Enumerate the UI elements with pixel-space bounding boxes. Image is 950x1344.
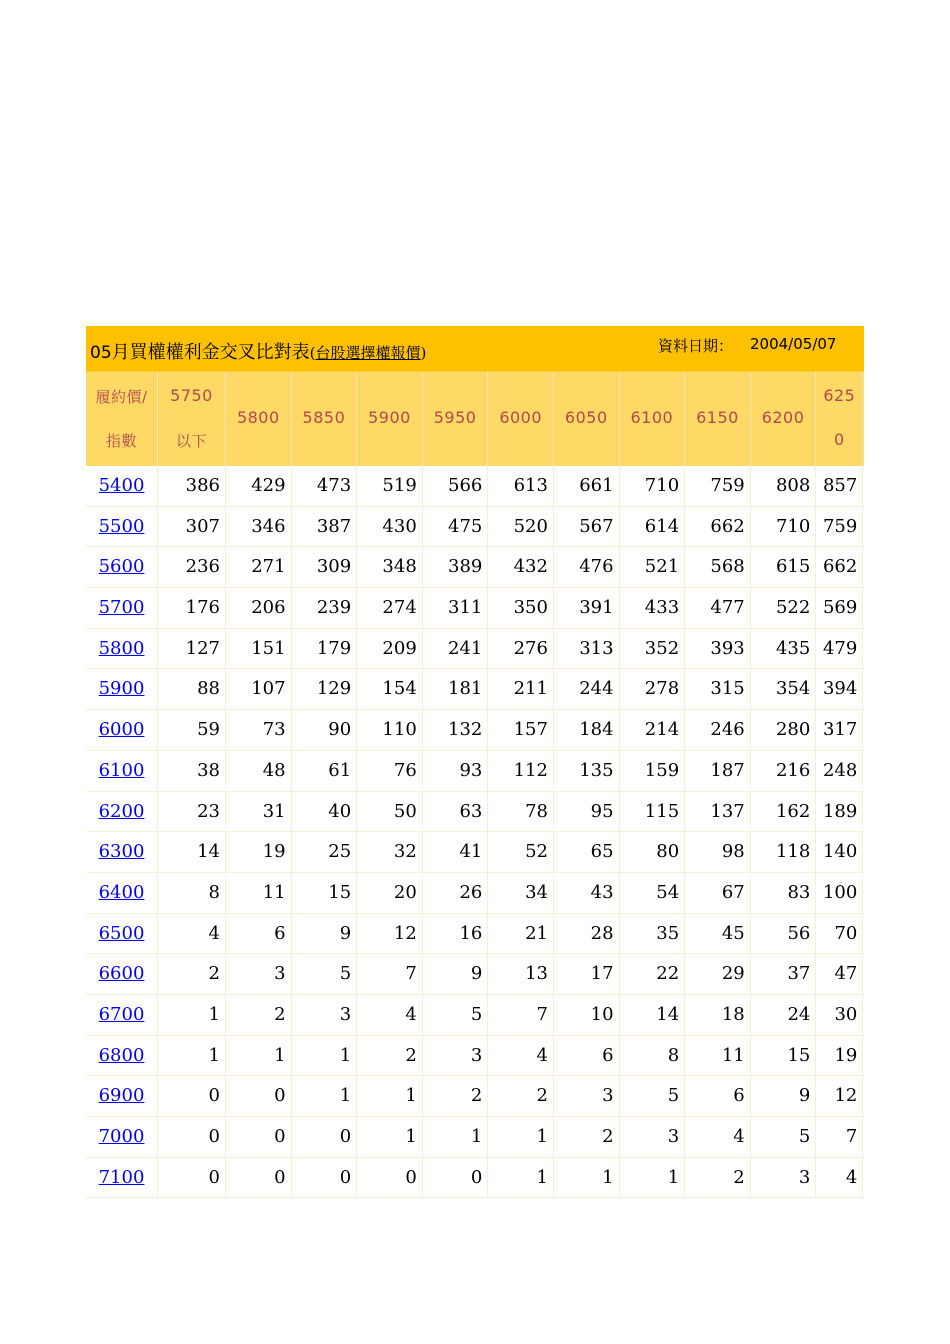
premium-cell: 393 bbox=[685, 629, 751, 669]
premium-cell: 520 bbox=[488, 507, 554, 547]
premium-cell: 24 bbox=[751, 995, 817, 1035]
premium-cell: 0 bbox=[158, 1117, 226, 1157]
premium-cell: 6 bbox=[685, 1076, 751, 1116]
premium-cell: 244 bbox=[554, 669, 620, 709]
table-row bbox=[86, 832, 864, 873]
header-col-sub: 以下 bbox=[175, 432, 207, 450]
premium-cell: 16 bbox=[423, 914, 489, 954]
premium-cell: 1 bbox=[488, 1117, 554, 1157]
premium-cell: 50 bbox=[357, 792, 423, 832]
premium-cell: 25 bbox=[292, 832, 358, 872]
premium-cell: 0 bbox=[292, 1158, 358, 1198]
header-col-label: 6200 bbox=[761, 408, 805, 427]
header-index-label: 指數 bbox=[105, 432, 137, 450]
premium-cell: 2 bbox=[357, 1036, 423, 1076]
premium-cell: 18 bbox=[685, 995, 751, 1035]
premium-cell: 11 bbox=[226, 873, 292, 913]
premium-cell: 0 bbox=[226, 1158, 292, 1198]
premium-cell: 56 bbox=[751, 914, 817, 954]
header-col-label: 5750 bbox=[170, 386, 213, 405]
premium-cell: 8 bbox=[620, 1036, 686, 1076]
premium-cell: 4 bbox=[816, 1158, 863, 1198]
strike-link[interactable]: 6500 bbox=[86, 914, 158, 954]
premium-cell: 348 bbox=[357, 547, 423, 587]
premium-cell: 59 bbox=[158, 710, 226, 750]
title-paren-close: ) bbox=[420, 344, 427, 362]
premium-cell: 389 bbox=[423, 547, 489, 587]
premium-cell: 614 bbox=[620, 507, 686, 547]
table-body bbox=[86, 466, 864, 1198]
premium-cell: 176 bbox=[158, 588, 226, 628]
premium-cell: 83 bbox=[751, 873, 817, 913]
premium-cell: 54 bbox=[620, 873, 686, 913]
table-row bbox=[86, 710, 864, 751]
premium-cell: 3 bbox=[423, 1036, 489, 1076]
premium-cell: 317 bbox=[816, 710, 863, 750]
premium-cell: 1 bbox=[292, 1036, 358, 1076]
premium-cell: 2 bbox=[685, 1158, 751, 1198]
premium-cell: 0 bbox=[226, 1117, 292, 1157]
premium-cell: 21 bbox=[488, 914, 554, 954]
premium-cell: 184 bbox=[554, 710, 620, 750]
header-col-label: 5950 bbox=[433, 408, 477, 427]
strike-link[interactable]: 6600 bbox=[86, 954, 158, 994]
premium-cell: 309 bbox=[292, 547, 358, 587]
strike-link[interactable]: 6700 bbox=[86, 995, 158, 1035]
premium-cell: 127 bbox=[158, 629, 226, 669]
premium-cell: 3 bbox=[226, 954, 292, 994]
premium-cell: 1 bbox=[488, 1158, 554, 1198]
premium-cell: 0 bbox=[292, 1117, 358, 1157]
premium-cell: 241 bbox=[423, 629, 489, 669]
strike-link[interactable]: 5600 bbox=[86, 547, 158, 587]
premium-cell: 271 bbox=[226, 547, 292, 587]
premium-cell: 48 bbox=[226, 751, 292, 791]
premium-cell: 8 bbox=[158, 873, 226, 913]
strike-link[interactable]: 6000 bbox=[86, 710, 158, 750]
strike-link[interactable]: 6300 bbox=[86, 832, 158, 872]
premium-cell: 32 bbox=[357, 832, 423, 872]
date-value: 2004/05/07 bbox=[750, 335, 837, 353]
premium-cell: 710 bbox=[620, 466, 686, 506]
premium-cell: 52 bbox=[488, 832, 554, 872]
header-strike-index bbox=[86, 372, 158, 466]
premium-cell: 566 bbox=[423, 466, 489, 506]
premium-cell: 90 bbox=[292, 710, 358, 750]
header-col-6150 bbox=[685, 372, 751, 466]
premium-cell: 4 bbox=[158, 914, 226, 954]
premium-cell: 236 bbox=[158, 547, 226, 587]
premium-cell: 280 bbox=[751, 710, 817, 750]
table-row bbox=[86, 588, 864, 629]
header-col-6050 bbox=[554, 372, 620, 466]
premium-cell: 10 bbox=[554, 995, 620, 1035]
table-row bbox=[86, 1158, 864, 1199]
premium-cell: 14 bbox=[158, 832, 226, 872]
premium-cell: 189 bbox=[816, 792, 863, 832]
premium-cell: 429 bbox=[226, 466, 292, 506]
header-col-label: 5800 bbox=[236, 408, 280, 427]
premium-cell: 22 bbox=[620, 954, 686, 994]
premium-cell: 4 bbox=[488, 1036, 554, 1076]
premium-cell: 4 bbox=[685, 1117, 751, 1157]
premium-cell: 521 bbox=[620, 547, 686, 587]
premium-cell: 9 bbox=[292, 914, 358, 954]
premium-cell: 662 bbox=[685, 507, 751, 547]
strike-link[interactable]: 5500 bbox=[86, 507, 158, 547]
premium-cell: 76 bbox=[357, 751, 423, 791]
premium-cell: 522 bbox=[751, 588, 817, 628]
premium-cell: 0 bbox=[423, 1158, 489, 1198]
premium-cell: 0 bbox=[158, 1076, 226, 1116]
premium-cell: 615 bbox=[751, 547, 817, 587]
premium-cell: 1 bbox=[226, 1036, 292, 1076]
premium-cell: 45 bbox=[685, 914, 751, 954]
premium-cell: 67 bbox=[685, 873, 751, 913]
premium-cell: 350 bbox=[488, 588, 554, 628]
premium-cell: 4 bbox=[357, 995, 423, 1035]
premium-cell: 43 bbox=[554, 873, 620, 913]
table-row bbox=[86, 669, 864, 710]
column-header-row bbox=[86, 372, 864, 466]
title-paren-open: ( bbox=[309, 344, 316, 362]
header-col-6250 bbox=[816, 372, 863, 466]
premium-cell: 13 bbox=[488, 954, 554, 994]
premium-cell: 311 bbox=[423, 588, 489, 628]
premium-cell: 98 bbox=[685, 832, 751, 872]
premium-cell: 246 bbox=[685, 710, 751, 750]
premium-cell: 1 bbox=[158, 995, 226, 1035]
premium-cell: 6 bbox=[554, 1036, 620, 1076]
premium-cell: 475 bbox=[423, 507, 489, 547]
premium-cell: 214 bbox=[620, 710, 686, 750]
strike-link[interactable]: 5700 bbox=[86, 588, 158, 628]
premium-cell: 28 bbox=[554, 914, 620, 954]
premium-cell: 154 bbox=[357, 669, 423, 709]
premium-cell: 7 bbox=[357, 954, 423, 994]
premium-cell: 1 bbox=[554, 1158, 620, 1198]
premium-cell: 567 bbox=[554, 507, 620, 547]
premium-cell: 5 bbox=[751, 1117, 817, 1157]
premium-cell: 430 bbox=[357, 507, 423, 547]
premium-cell: 662 bbox=[816, 547, 863, 587]
header-col-label: 6150 bbox=[696, 408, 739, 427]
premium-cell: 107 bbox=[226, 669, 292, 709]
premium-cell: 432 bbox=[488, 547, 554, 587]
premium-cell: 387 bbox=[292, 507, 358, 547]
premium-cell: 1 bbox=[357, 1117, 423, 1157]
header-col-label: 5900 bbox=[368, 408, 411, 427]
premium-cell: 307 bbox=[158, 507, 226, 547]
title-month: 05 bbox=[90, 343, 112, 363]
strike-link[interactable]: 7100 bbox=[86, 1158, 158, 1198]
premium-cell: 41 bbox=[423, 832, 489, 872]
premium-cell: 38 bbox=[158, 751, 226, 791]
header-col-label: 6000 bbox=[499, 408, 543, 427]
premium-cell: 20 bbox=[357, 873, 423, 913]
premium-cell: 313 bbox=[554, 629, 620, 669]
premium-cell: 661 bbox=[554, 466, 620, 506]
premium-cell: 386 bbox=[158, 466, 226, 506]
header-col-5750 bbox=[158, 372, 226, 466]
premium-cell: 519 bbox=[357, 466, 423, 506]
premium-cell: 391 bbox=[554, 588, 620, 628]
premium-cell: 3 bbox=[751, 1158, 817, 1198]
premium-cell: 100 bbox=[816, 873, 863, 913]
table-row bbox=[86, 629, 864, 670]
premium-cell: 216 bbox=[751, 751, 817, 791]
premium-cell: 137 bbox=[685, 792, 751, 832]
premium-cell: 187 bbox=[685, 751, 751, 791]
premium-cell: 118 bbox=[751, 832, 817, 872]
premium-cell: 61 bbox=[292, 751, 358, 791]
premium-cell: 12 bbox=[357, 914, 423, 954]
premium-cell: 477 bbox=[685, 588, 751, 628]
header-col-label: 625 bbox=[823, 386, 856, 405]
premium-cell: 73 bbox=[226, 710, 292, 750]
premium-cell: 151 bbox=[226, 629, 292, 669]
premium-cell: 7 bbox=[488, 995, 554, 1035]
strike-link[interactable]: 5400 bbox=[86, 466, 158, 506]
premium-cell: 70 bbox=[816, 914, 863, 954]
premium-cell: 569 bbox=[816, 588, 863, 628]
premium-cell: 112 bbox=[488, 751, 554, 791]
premium-cell: 19 bbox=[816, 1036, 863, 1076]
premium-cell: 759 bbox=[685, 466, 751, 506]
header-strike-label: 履約價/ bbox=[95, 388, 148, 406]
header-col-5800 bbox=[226, 372, 292, 466]
premium-cell: 7 bbox=[816, 1117, 863, 1157]
premium-cell: 140 bbox=[816, 832, 863, 872]
premium-cell: 129 bbox=[292, 669, 358, 709]
premium-cell: 135 bbox=[554, 751, 620, 791]
strike-link[interactable]: 5900 bbox=[86, 669, 158, 709]
page-title bbox=[90, 338, 426, 364]
premium-cell: 1 bbox=[423, 1117, 489, 1157]
premium-cell: 9 bbox=[423, 954, 489, 994]
premium-cell: 26 bbox=[423, 873, 489, 913]
premium-cell: 209 bbox=[357, 629, 423, 669]
premium-cell: 115 bbox=[620, 792, 686, 832]
premium-cell: 93 bbox=[423, 751, 489, 791]
premium-cell: 239 bbox=[292, 588, 358, 628]
header-col-label: 5850 bbox=[302, 408, 346, 427]
table-row bbox=[86, 1117, 864, 1158]
premium-cell: 47 bbox=[816, 954, 863, 994]
premium-cell: 40 bbox=[292, 792, 358, 832]
premium-cell: 315 bbox=[685, 669, 751, 709]
premium-cell: 1 bbox=[158, 1036, 226, 1076]
premium-cell: 17 bbox=[554, 954, 620, 994]
premium-cell: 9 bbox=[751, 1076, 817, 1116]
premium-cell: 808 bbox=[751, 466, 817, 506]
strike-link[interactable]: 6400 bbox=[86, 873, 158, 913]
strike-link[interactable]: 7000 bbox=[86, 1117, 158, 1157]
title-bar bbox=[86, 326, 864, 372]
premium-cell: 394 bbox=[816, 669, 863, 709]
premium-cell: 179 bbox=[292, 629, 358, 669]
premium-cell: 346 bbox=[226, 507, 292, 547]
header-col-5950 bbox=[423, 372, 489, 466]
premium-cell: 248 bbox=[816, 751, 863, 791]
premium-cell: 473 bbox=[292, 466, 358, 506]
premium-cell: 2 bbox=[226, 995, 292, 1035]
premium-cell: 162 bbox=[751, 792, 817, 832]
premium-cell: 2 bbox=[423, 1076, 489, 1116]
premium-cell: 80 bbox=[620, 832, 686, 872]
premium-cell: 354 bbox=[751, 669, 817, 709]
premium-cell: 433 bbox=[620, 588, 686, 628]
table-row bbox=[86, 751, 864, 792]
premium-cell: 65 bbox=[554, 832, 620, 872]
header-col-6000 bbox=[488, 372, 554, 466]
premium-cell: 5 bbox=[620, 1076, 686, 1116]
premium-cell: 3 bbox=[554, 1076, 620, 1116]
strike-link[interactable]: 6200 bbox=[86, 792, 158, 832]
table-row bbox=[86, 873, 864, 914]
header-col-6200 bbox=[751, 372, 817, 466]
table-row bbox=[86, 466, 864, 507]
premium-cell: 2 bbox=[554, 1117, 620, 1157]
premium-cell: 278 bbox=[620, 669, 686, 709]
premium-cell: 276 bbox=[488, 629, 554, 669]
date-label: 資料日期： bbox=[658, 337, 734, 355]
table-row bbox=[86, 995, 864, 1036]
premium-cell: 19 bbox=[226, 832, 292, 872]
table-row bbox=[86, 1076, 864, 1117]
premium-cell: 78 bbox=[488, 792, 554, 832]
premium-cell: 3 bbox=[292, 995, 358, 1035]
premium-cell: 479 bbox=[816, 629, 863, 669]
strike-link[interactable]: 6100 bbox=[86, 751, 158, 791]
strike-link[interactable]: 5800 bbox=[86, 629, 158, 669]
premium-cell: 5 bbox=[292, 954, 358, 994]
table-row bbox=[86, 507, 864, 548]
premium-cell: 63 bbox=[423, 792, 489, 832]
premium-cell: 110 bbox=[357, 710, 423, 750]
premium-cell: 31 bbox=[226, 792, 292, 832]
premium-cell: 2 bbox=[158, 954, 226, 994]
premium-cell: 159 bbox=[620, 751, 686, 791]
premium-cell: 30 bbox=[816, 995, 863, 1035]
premium-cell: 0 bbox=[226, 1076, 292, 1116]
premium-cell: 95 bbox=[554, 792, 620, 832]
premium-cell: 1 bbox=[357, 1076, 423, 1116]
premium-cell: 5 bbox=[423, 995, 489, 1035]
premium-cell: 11 bbox=[685, 1036, 751, 1076]
premium-cell: 759 bbox=[816, 507, 863, 547]
premium-cell: 23 bbox=[158, 792, 226, 832]
premium-cell: 211 bbox=[488, 669, 554, 709]
premium-cell: 857 bbox=[816, 466, 863, 506]
premium-cell: 0 bbox=[357, 1158, 423, 1198]
premium-cell: 6 bbox=[226, 914, 292, 954]
premium-cell: 14 bbox=[620, 995, 686, 1035]
premium-cell: 132 bbox=[423, 710, 489, 750]
header-col-5900 bbox=[357, 372, 423, 466]
header-col-label: 6100 bbox=[630, 408, 674, 427]
premium-cell: 206 bbox=[226, 588, 292, 628]
premium-cell: 435 bbox=[751, 629, 817, 669]
premium-cross-table bbox=[86, 326, 864, 1198]
premium-cell: 613 bbox=[488, 466, 554, 506]
header-col-sub: 0 bbox=[834, 430, 845, 449]
premium-cell: 88 bbox=[158, 669, 226, 709]
strike-link[interactable]: 6900 bbox=[86, 1076, 158, 1116]
table-row bbox=[86, 1036, 864, 1077]
premium-cell: 15 bbox=[751, 1036, 817, 1076]
premium-cell: 352 bbox=[620, 629, 686, 669]
table-row bbox=[86, 954, 864, 995]
table-row bbox=[86, 914, 864, 955]
header-col-label: 6050 bbox=[564, 408, 608, 427]
premium-cell: 29 bbox=[685, 954, 751, 994]
title-text: 月買權權利金交叉比對表 bbox=[111, 342, 310, 363]
premium-cell: 274 bbox=[357, 588, 423, 628]
premium-cell: 157 bbox=[488, 710, 554, 750]
premium-cell: 15 bbox=[292, 873, 358, 913]
premium-cell: 181 bbox=[423, 669, 489, 709]
table-row bbox=[86, 547, 864, 588]
premium-cell: 476 bbox=[554, 547, 620, 587]
option-quote-link[interactable]: 台股選擇權報價 bbox=[315, 344, 421, 362]
premium-cell: 1 bbox=[292, 1076, 358, 1116]
premium-cell: 1 bbox=[620, 1158, 686, 1198]
strike-link[interactable]: 6800 bbox=[86, 1036, 158, 1076]
table-row bbox=[86, 792, 864, 833]
premium-cell: 0 bbox=[158, 1158, 226, 1198]
header-col-6100 bbox=[620, 372, 686, 466]
premium-cell: 34 bbox=[488, 873, 554, 913]
premium-cell: 12 bbox=[816, 1076, 863, 1116]
premium-cell: 37 bbox=[751, 954, 817, 994]
premium-cell: 35 bbox=[620, 914, 686, 954]
header-col-5850 bbox=[292, 372, 358, 466]
premium-cell: 3 bbox=[620, 1117, 686, 1157]
premium-cell: 568 bbox=[685, 547, 751, 587]
premium-cell: 710 bbox=[751, 507, 817, 547]
premium-cell: 2 bbox=[488, 1076, 554, 1116]
